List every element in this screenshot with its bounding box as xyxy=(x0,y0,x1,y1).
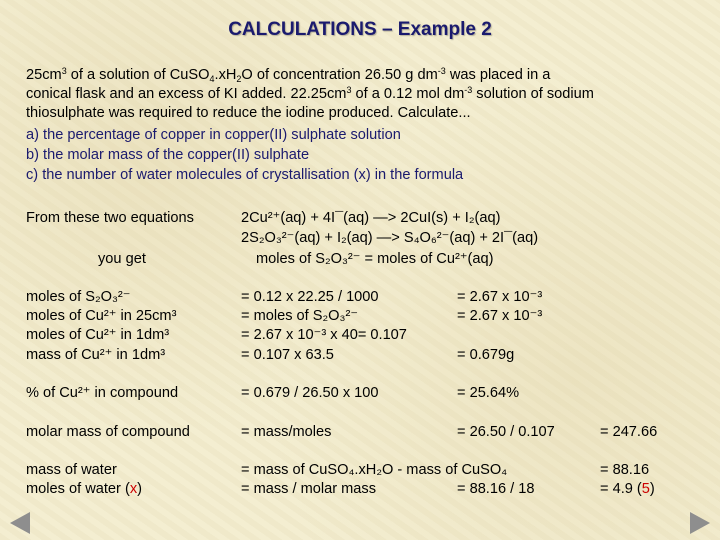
row-expression: = 0.107 x 63.5 xyxy=(241,347,334,363)
water-moles-value: = 4.9 (5) xyxy=(600,481,655,497)
page-title: CALCULATIONS – Example 2 xyxy=(228,19,492,40)
intro-line-1: $25cm^3$ of a solution of $CuSO_4.xH_2O$ of concentration 26.50 g $dm^{-3}$ was placed in a xyxy=(26,66,551,84)
you-get-label: you get xyxy=(98,251,146,267)
water-moles-expression: = mass / molar mass xyxy=(241,481,377,497)
molar-label: molar mass of compound xyxy=(26,424,190,440)
row-expression: = 0.12 x 22.25 / 1000 xyxy=(241,289,379,305)
question-b: b) the molar mass of the copper(II) sulphate xyxy=(26,147,310,163)
percent-expression: = 0.679 / 26.50 x 100 xyxy=(241,385,379,401)
equation-result: moles of S₂O₃²⁻ = moles of Cu²⁺(aq) xyxy=(256,251,494,267)
equation-2: 2S₂O₃²⁻(aq) + I₂(aq) —> S₄O₆²⁻(aq) + 2I¯(aq) xyxy=(241,230,539,246)
forward-arrow-icon[interactable] xyxy=(690,512,710,534)
row-expression: = 2.67 x 10⁻³ x 40= 0.107 xyxy=(241,327,407,343)
equation-1: 2Cu²⁺(aq) + 4I¯(aq) —> 2CuI(s) + I₂(aq) xyxy=(241,210,501,226)
row-label: moles of S₂O₃²⁻ xyxy=(26,289,131,305)
percent-value: = 25.64% xyxy=(457,385,520,401)
water-moles-expression-2: = 88.16 / 18 xyxy=(457,481,535,497)
row-value: = 0.679g xyxy=(457,347,515,363)
row-expression: = moles of S₂O₃²⁻ xyxy=(241,308,359,324)
intro-line-3: thiosulphate was required to reduce the iodine produced. Calculate... xyxy=(26,105,471,121)
row-label: moles of Cu²⁺ in 1dm³ xyxy=(26,327,170,343)
equations-label: From these two equations xyxy=(26,210,194,226)
water-mass-label: mass of water xyxy=(26,462,117,478)
question-a: a) the percentage of copper in copper(II) sulphate solution xyxy=(26,127,401,143)
back-arrow-icon[interactable] xyxy=(10,512,30,534)
row-label: moles of Cu²⁺ in 25cm³ xyxy=(26,308,177,324)
question-c: c) the number of water molecules of crystallisation (x) in the formula xyxy=(26,167,464,183)
molar-expression: = mass/moles xyxy=(241,424,332,440)
row-value: = 2.67 x 10⁻³ xyxy=(457,308,543,324)
water-mass-value: = 88.16 xyxy=(600,462,650,478)
water-mass-expression: = mass of CuSO₄.xH₂O - mass of CuSO₄ xyxy=(241,462,508,478)
row-value: = 2.67 x 10⁻³ xyxy=(457,289,543,305)
water-moles-label: moles of water (x) xyxy=(26,481,142,497)
molar-value: = 247.66 xyxy=(600,424,658,440)
row-label: mass of Cu²⁺ in 1dm³ xyxy=(26,347,166,363)
molar-expression-2: = 26.50 / 0.107 xyxy=(457,424,555,440)
intro-line-2: conical flask and an excess of KI added. $22.25cm^3$ of a 0.12 mol $dm^{-3}$ solution of sodium xyxy=(26,85,594,102)
percent-label: % of Cu²⁺ in compound xyxy=(26,385,179,401)
